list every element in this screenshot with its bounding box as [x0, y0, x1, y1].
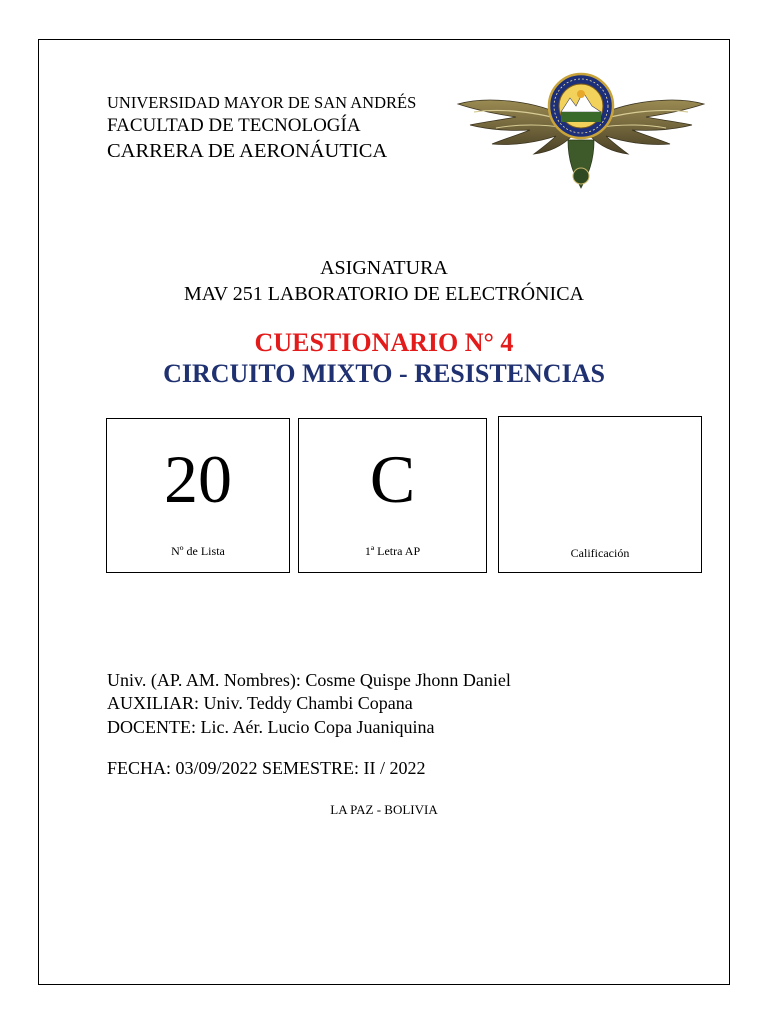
grade-label: Calificación: [570, 546, 630, 560]
quiz-subtitle: CIRCUITO MIXTO - RESISTENCIAS: [163, 359, 605, 388]
list-number-label: Nº de Lista: [171, 544, 225, 558]
first-letter-box: [298, 418, 487, 573]
teacher-line: DOCENTE: Lic. Aér. Lucio Copa Juaniquina: [107, 717, 435, 737]
first-letter-value: C: [369, 441, 416, 517]
location-footer: LA PAZ - BOLIVIA: [330, 802, 438, 817]
university-name: UNIVERSIDAD MAYOR DE SAN ANDRÉS: [107, 93, 417, 112]
faculty-name: FACULTAD DE TECNOLOGÍA: [107, 115, 361, 136]
assistant-line: AUXILIAR: Univ. Teddy Chambi Copana: [107, 693, 413, 713]
student-line: Univ. (AP. AM. Nombres): Cosme Quispe Jhonn Daniel: [107, 670, 511, 690]
career-name: CARRERA DE AERONÁUTICA: [107, 140, 388, 162]
list-number-box: [106, 418, 290, 573]
first-letter-label: 1ª Letra AP: [364, 544, 421, 558]
list-number-value: 20: [164, 441, 232, 517]
grade-box: [498, 416, 702, 573]
winged-university-crest-icon: [456, 70, 706, 192]
subject-heading: ASIGNATURA: [320, 257, 448, 279]
quiz-title: CUESTIONARIO N° 4: [254, 328, 514, 357]
subject-name: MAV 251 LABORATORIO DE ELECTRÓNICA: [183, 283, 585, 305]
date-semester-line: FECHA: 03/09/2022 SEMESTRE: II / 2022: [107, 758, 426, 778]
